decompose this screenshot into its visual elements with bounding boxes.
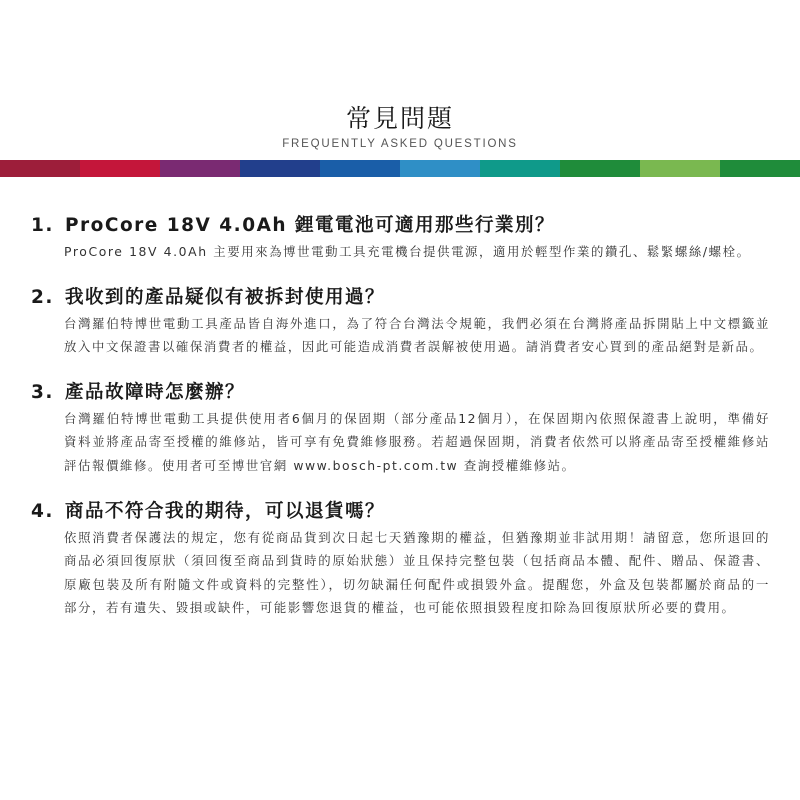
color-bar-segment (160, 160, 240, 177)
color-bar-segment (480, 160, 560, 177)
color-bar-segment (80, 160, 160, 177)
page-title: 常見問題 (345, 104, 454, 133)
faq-question (0, 379, 800, 407)
page-subtitle: FREQUENTLY ASKED QUESTIONS (282, 138, 518, 150)
color-bar-segment (720, 160, 800, 177)
faq-item (0, 379, 800, 478)
brand-color-bar (0, 160, 800, 177)
color-bar-segment (240, 160, 320, 177)
faq-number: 3. (31, 381, 54, 403)
bosch-website-link[interactable]: www.bosch-pt.com.tw (293, 457, 459, 473)
faq-number: 2. (31, 286, 54, 308)
faq-answer-text: 查詢授權維修站。 (458, 457, 576, 473)
faq-question (0, 212, 800, 240)
faq-answer (0, 407, 800, 478)
faq-number: 1. (31, 215, 54, 236)
faq-item (0, 212, 800, 264)
faq-list (0, 212, 800, 640)
faq-answer: ProCore 18V 4.0Ah 主要用來為博世電動工具充電機台提供電源，適用於輕型作業的鑽孔、鬆緊螺絲/螺栓。 (64, 244, 751, 259)
faq-question (0, 284, 800, 312)
faq-question-text: 我收到的產品疑似有被拆封使用過？ (65, 286, 386, 308)
faq-item (0, 284, 800, 359)
faq-item (0, 498, 800, 620)
faq-number: 4. (31, 500, 54, 522)
faq-question-text: ProCore 18V 4.0Ah 鋰電電池可適用那些行業別？ (65, 215, 555, 236)
color-bar-segment (0, 160, 80, 177)
color-bar-segment (320, 160, 400, 177)
color-bar-segment (640, 160, 720, 177)
faq-answer: 台灣羅伯特博世電動工具產品皆自海外進口，為了符合台灣法令規範，我們必須在台灣將產品拆開貼上中文標籤並放入中文保證書以確保消費者的權益，因此可能造成消費者誤解被使用過。請消費者安心買到的產品絕對是新品。 (64, 315, 770, 355)
color-bar-segment (560, 160, 640, 177)
color-bar-segment (400, 160, 480, 177)
faq-question-text: 產品故障時怎麼辦？ (65, 381, 246, 403)
faq-header (0, 0, 800, 160)
faq-question (0, 498, 800, 526)
faq-answer-text: 台灣羅伯特博世電動工具提供使用者6個月的保固期（部分產品12個月），在保固期內依照保證書上說明，準備好資料並將產品寄至授權的維修站，皆可享有免費維修服務。若超過保固期，消費者依然可以將產品寄至授權維修站評估報價維修。使用者可至博世官網 (64, 410, 770, 473)
faq-question-text: 商品不符合我的期待，可以退貨嗎？ (65, 500, 386, 522)
faq-answer: 依照消費者保護法的規定，您有從商品貨到次日起七天猶豫期的權益，但猶豫期並非試用期！請留意，您所退回的商品必須回復原狀（須回復至商品到貨時的原始狀態）並且保持完整包裝（包括商品本體、配件、贈品、保證書、原廠包裝及所有附隨文件或資料的完整性），切勿缺漏任何配件或損毀外盒。提醒您，外盒及包裝都屬於商品的一部分，若有遺失、毀損或缺件，可能影響您退貨的權益，也可能依照損毀程度扣除為回復原狀所必要的費用。 (64, 529, 770, 616)
